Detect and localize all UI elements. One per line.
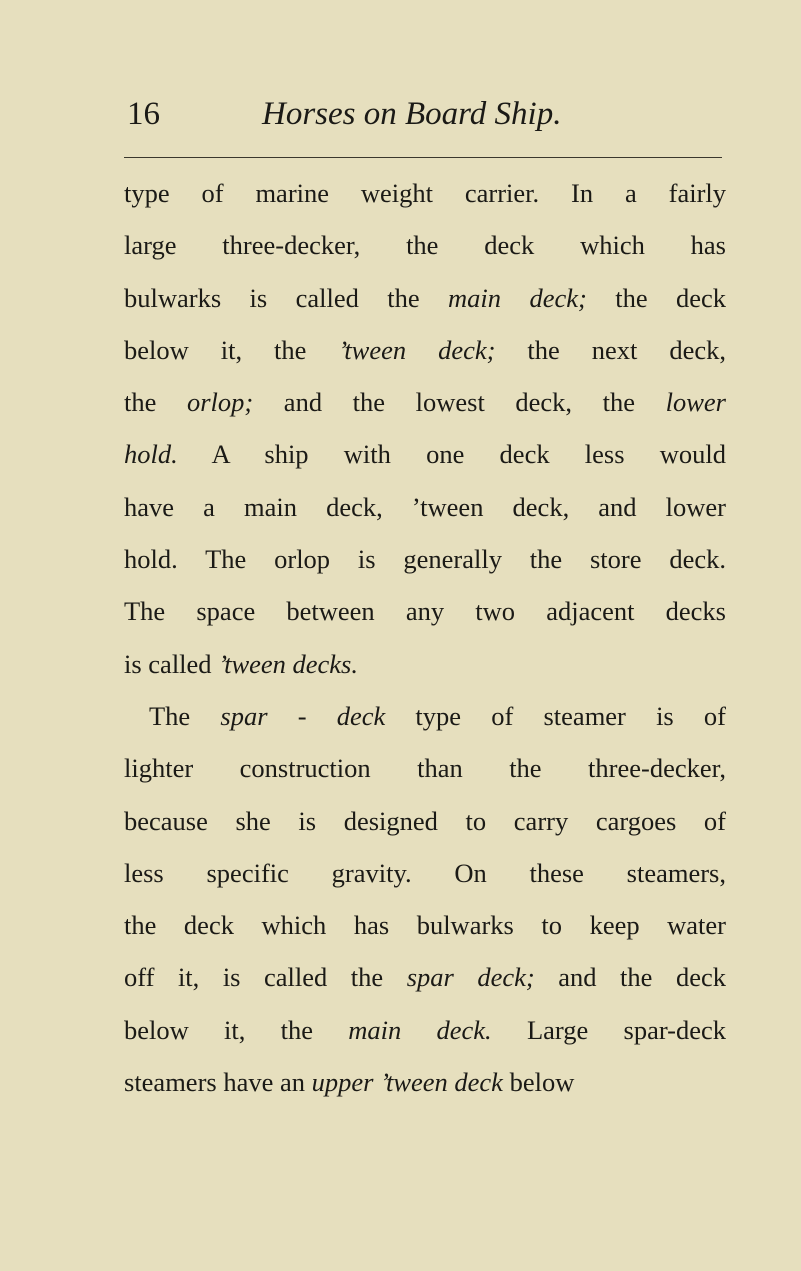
text-run: below it, the (124, 1014, 349, 1045)
text-run: steamers have an (124, 1067, 312, 1098)
italic-term: hold. (124, 439, 178, 470)
text-line (124, 951, 726, 1003)
header-rule (124, 157, 722, 158)
italic-term: ’tween deck; (338, 334, 496, 365)
text-run: because she is designed to carry cargoes of (124, 805, 726, 836)
page-number: 16 (127, 96, 160, 132)
italic-term: main deck; (448, 282, 587, 313)
italic-term: ’tween decks. (218, 648, 358, 679)
text-line (124, 899, 726, 951)
italic-term: spar deck; (406, 962, 535, 993)
text-run: below (502, 1067, 575, 1098)
text-run: type of steamer is of (385, 700, 726, 731)
text-run: less specific gravity. On these steamers, (124, 857, 726, 888)
text-run: type of marine weight carrier. In a fairly (124, 178, 726, 208)
italic-term: spar - deck (220, 700, 386, 731)
body-text (124, 167, 726, 1108)
text-line (124, 324, 726, 376)
text-line (124, 533, 726, 585)
text-run: below it, the (124, 334, 339, 365)
italic-term: orlop; (186, 387, 254, 418)
text-run: the deck which has bulwarks to keep water (124, 910, 726, 941)
text-run: have a main deck, ’tween deck, and lower (124, 491, 726, 522)
text-run: lighter construction than the three-decker, (124, 753, 726, 784)
text-run: A ship with one deck less would (177, 439, 726, 470)
text-line (124, 690, 726, 742)
text-line (124, 167, 726, 219)
italic-term: main deck. (348, 1014, 492, 1045)
text-line (124, 428, 726, 480)
running-title: Horses on Board Ship. (262, 96, 562, 132)
text-run: the deck (586, 282, 726, 313)
text-line (124, 1004, 726, 1056)
text-line (124, 742, 726, 794)
text-line (124, 272, 726, 324)
text-line (124, 585, 726, 637)
text-run: is called (124, 648, 219, 679)
text-run: The (149, 700, 221, 731)
italic-term: ’tween deck (380, 1067, 503, 1098)
text-run: off it, is called the (124, 962, 407, 993)
text-run: large three-decker, the deck which has (124, 230, 726, 261)
italic-term: upper (311, 1067, 374, 1098)
text-run: and the deck (534, 962, 726, 993)
text-run: The space between any two adjacent decks (124, 596, 726, 627)
text-line (124, 481, 726, 533)
italic-term: lower (665, 387, 726, 418)
text-run: bulwarks is called the (124, 282, 449, 313)
text-line (124, 638, 726, 690)
text-line (124, 219, 726, 271)
text-run: the next deck, (495, 334, 726, 365)
text-run: Large spar-deck (491, 1014, 726, 1045)
text-run: hold. The orlop is generally the store deck. (124, 544, 726, 575)
text-run: the (124, 387, 187, 418)
text-line (124, 1056, 726, 1108)
text-line (124, 847, 726, 899)
text-run: and the lowest deck, the (253, 387, 666, 418)
text-line (124, 795, 726, 847)
text-line (124, 376, 726, 428)
